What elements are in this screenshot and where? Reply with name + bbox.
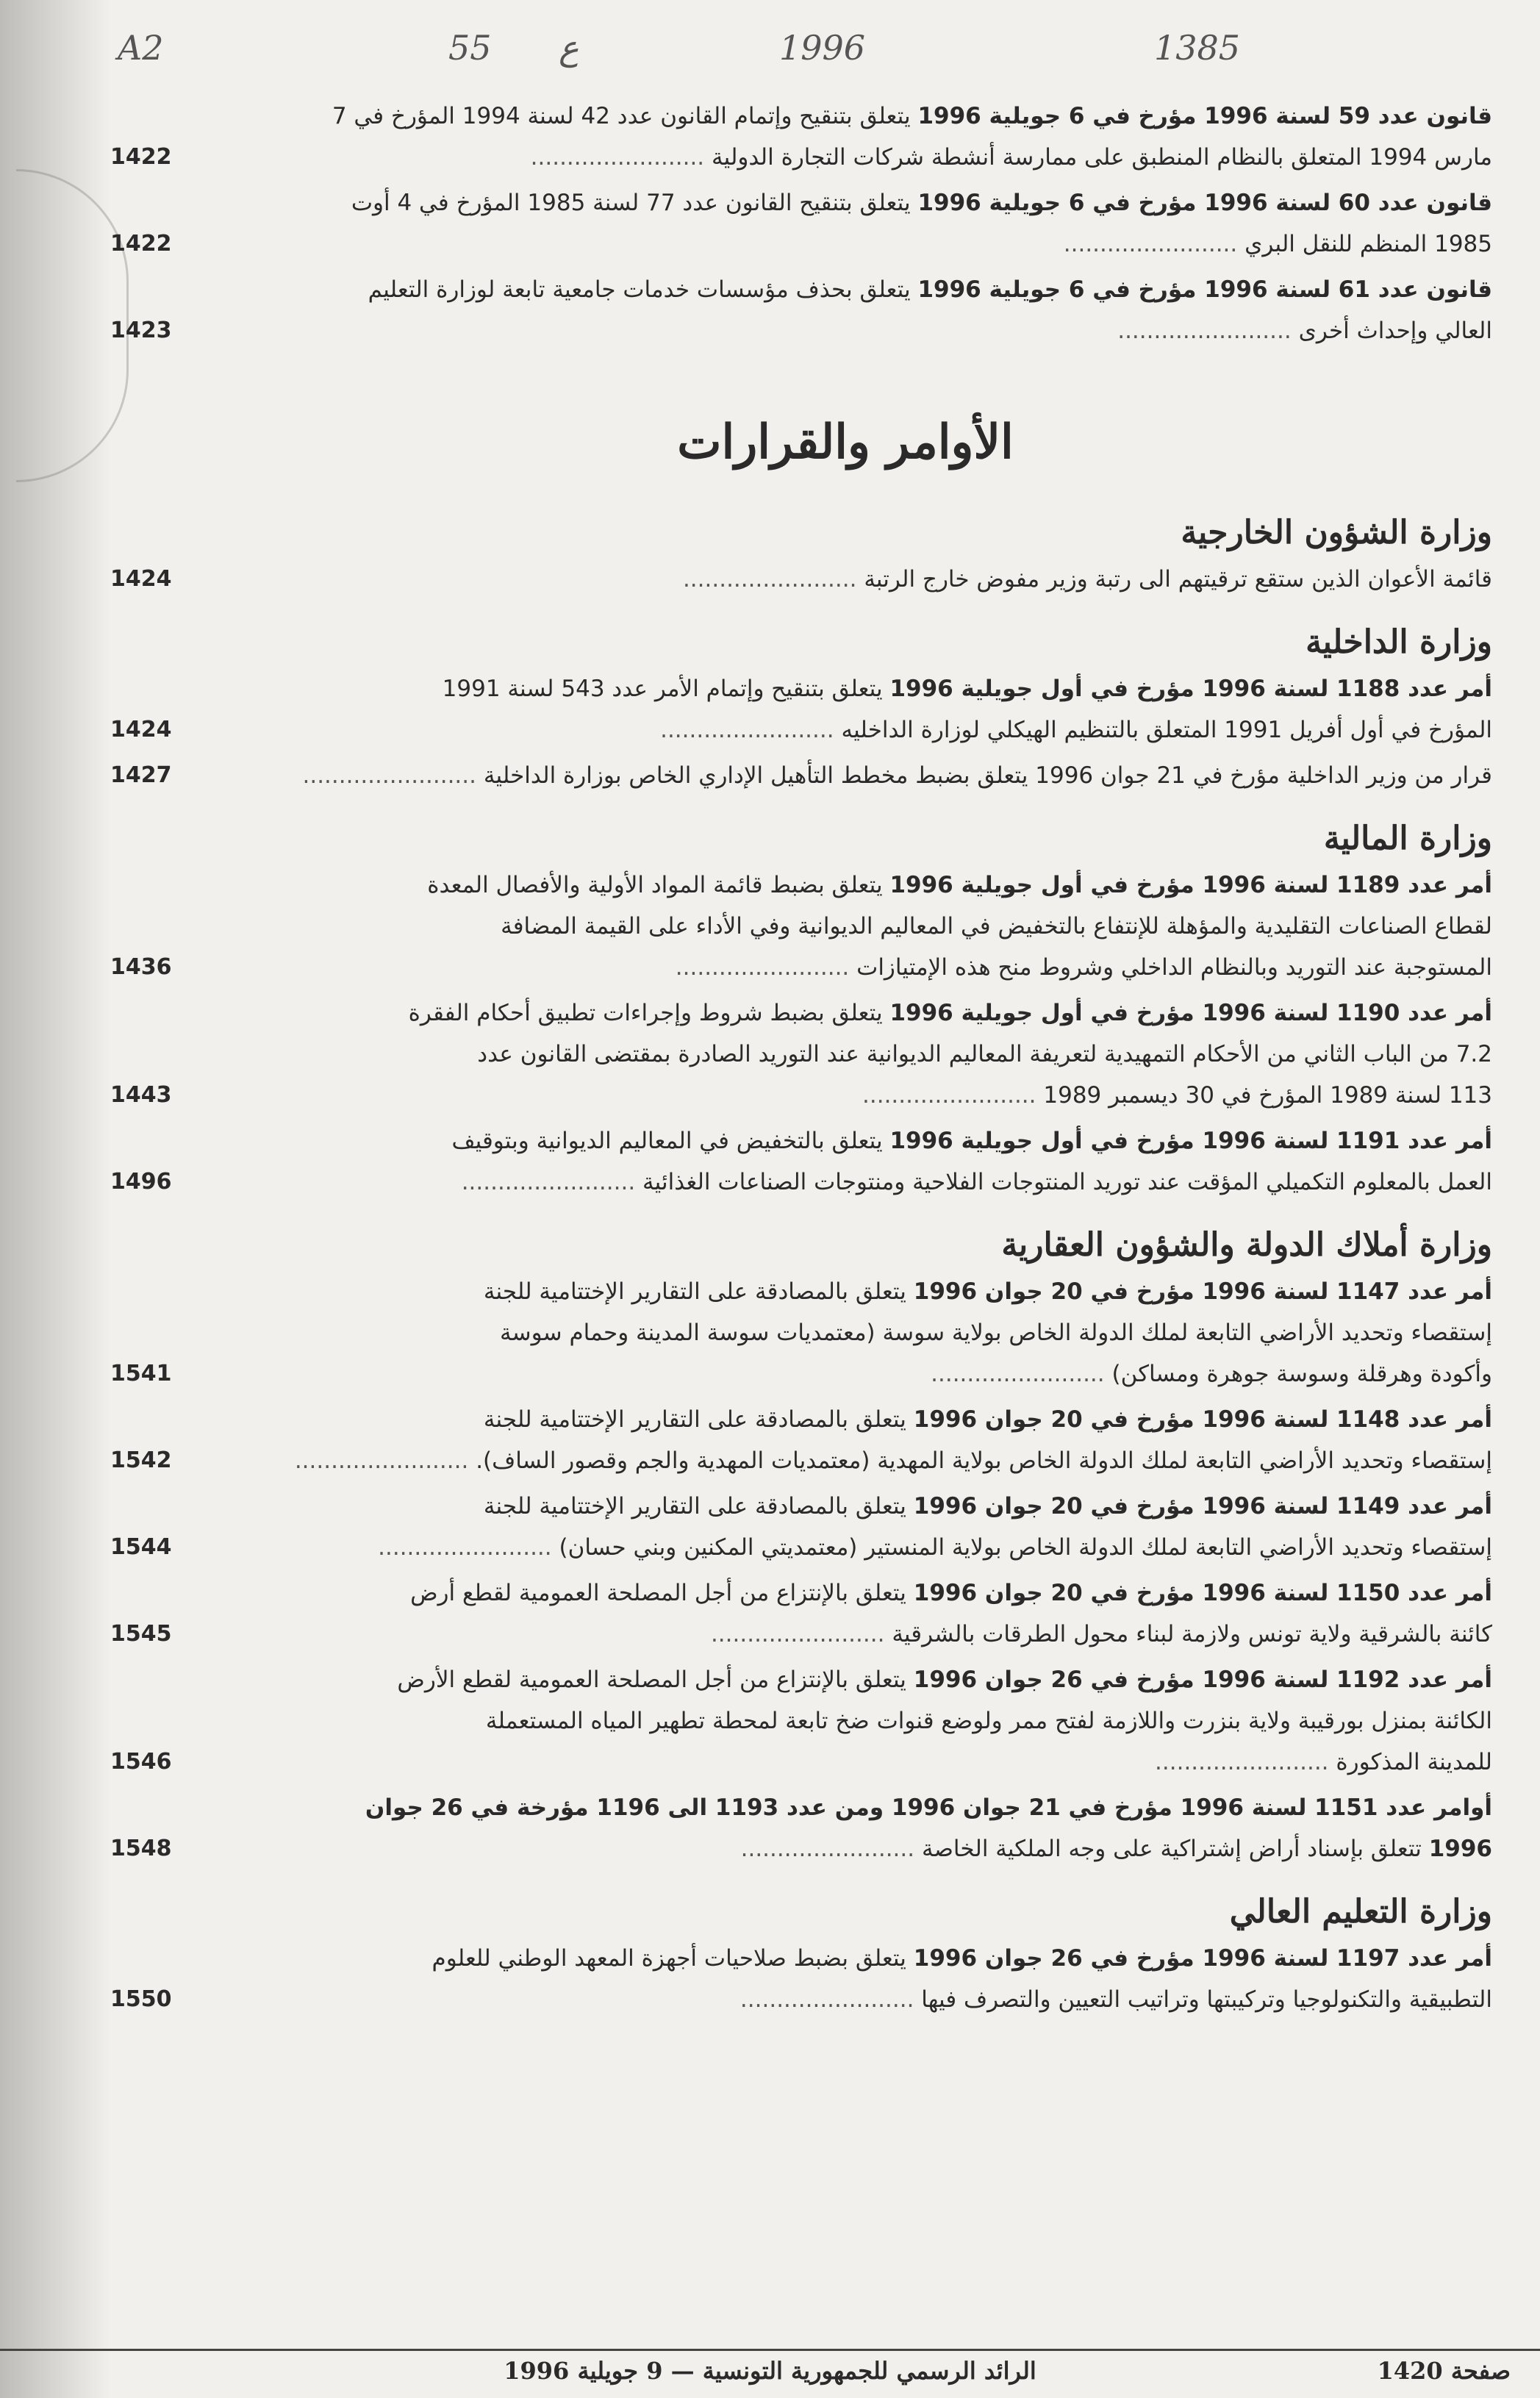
- leader-dots: ........................: [530, 144, 712, 171]
- handwritten-note-2: 55: [448, 28, 492, 68]
- toc-entry-line: أمر عدد 1150 لسنة 1996 مؤرخ في 20 جوان 1996 يتعلق بالإنتزاع من أجل المصلحة العمومية لقطع أرض: [410, 1580, 1492, 1606]
- toc-entry-line: إستقصاء وتحديد الأراضي التابعة لملك الدولة الخاص بولاية المهدية (معتمديات المهدية والجم وقصور الساف). ........................: [294, 1447, 1492, 1474]
- toc-entry-line: أمر عدد 1188 لسنة 1996 مؤرخ في أول جويلية 1996 يتعلق بتنقيح وإتمام الأمر عدد 543 لسنة 1991: [442, 676, 1492, 702]
- toc-entry: [110, 992, 1492, 1116]
- leader-dots: ........................: [1063, 231, 1245, 257]
- toc-page-number: 1422: [110, 231, 172, 257]
- ministry-heading: وزارة التعليم العالي: [1229, 1893, 1492, 1930]
- toc-entry-line: 113 لسنة 1989 المؤرخ في 30 ديسمبر 1989 ........................: [862, 1082, 1492, 1109]
- section-title: الأوامر والقرارات: [677, 415, 1014, 470]
- toc-page-number: 1541: [110, 1361, 172, 1386]
- toc-entry-line: التطبيقية والتكنولوجيا وتركيبتها وتراتيب التعيين والتصرف فيها ........................: [739, 1986, 1492, 2013]
- toc-page-number: 1496: [110, 1169, 172, 1195]
- leader-dots: ........................: [862, 1082, 1044, 1109]
- leader-dots: ........................: [682, 566, 864, 593]
- toc-entry-line: المستوجبة عند التوريد وبالنظام الداخلي وشروط منح هذه الإمتيازات ........................: [675, 954, 1492, 981]
- leader-dots: ........................: [461, 1169, 643, 1195]
- toc-entry-line: 7.2 من الباب الثاني من الأحكام التمهيدية لتعريفة المعاليم الديوانية عند التوريد الصادرة بمقتضى القانون عدد: [477, 1041, 1492, 1067]
- toc-entry: [110, 1271, 1492, 1395]
- toc-entry-line: قانون عدد 60 لسنة 1996 مؤرخ في 6 جويلية 1996 يتعلق بتنقيح القانون عدد 77 لسنة 1985 المؤرخ في 4 أوت: [351, 190, 1492, 216]
- leader-dots: ........................: [302, 762, 484, 789]
- toc-page-number: 1550: [110, 1986, 172, 2012]
- toc-entry-line: أمر عدد 1192 لسنة 1996 مؤرخ في 26 جوان 1996 يتعلق بالإنتزاع من أجل المصلحة العمومية لقطع الأرض: [397, 1667, 1492, 1693]
- toc-entry-line: إستقصاء وتحديد الأراضي التابعة لملك الدولة الخاص بولاية سوسة (معتمديات سوسة المدينة وحمام سوسة: [500, 1320, 1492, 1346]
- toc-page-number: 1423: [110, 318, 172, 343]
- ministry-heading: وزارة أملاك الدولة والشؤون العقارية: [1001, 1226, 1492, 1264]
- toc-entry: [110, 668, 1492, 751]
- toc-entry-line: قانون عدد 59 لسنة 1996 مؤرخ في 6 جويلية 1996 يتعلق بتنقيح وإتمام القانون عدد 42 لسنة 1994 المؤرخ في 7: [332, 103, 1492, 129]
- toc-entry: [110, 1938, 1492, 2020]
- footer-page-number: صفحة 1420: [1377, 2357, 1511, 2385]
- toc-entry-line: أمر عدد 1189 لسنة 1996 مؤرخ في أول جويلية 1996 يتعلق بضبط قائمة المواد الأولية والأفصال المعدة: [427, 872, 1492, 898]
- toc-entry-line: العمل بالمعلوم التكميلي المؤقت عند توريد المنتوجات الفلاحية ومنتوجات الصناعات الغذائية ........................: [461, 1169, 1492, 1195]
- toc-entry: [110, 1399, 1492, 1481]
- toc-entry-line: أوامر عدد 1151 لسنة 1996 مؤرخ في 21 جوان 1996 ومن عدد 1193 الى 1196 مؤرخة في 26 جوان: [365, 1794, 1492, 1821]
- toc-entry-line: قائمة الأعوان الذين ستقع ترقيتهم الى رتبة وزير مفوض خارج الرتبة ........................: [682, 566, 1492, 593]
- leader-dots: ........................: [378, 1534, 559, 1561]
- toc-entry-line: إستقصاء وتحديد الأراضي التابعة لملك الدولة الخاص بولاية المنستير (معتمديتي المكنين وبني حسان) ........................: [378, 1534, 1492, 1561]
- toc-entry-line: أمر عدد 1148 لسنة 1996 مؤرخ في 20 جوان 1996 يتعلق بالمصادقة على التقارير الإختتامية للجنة: [483, 1406, 1492, 1433]
- toc-page-number: 1544: [110, 1534, 172, 1560]
- toc-entry: [110, 755, 1492, 796]
- handwritten-note-3: ع: [559, 28, 579, 68]
- toc-page-number: 1443: [110, 1082, 172, 1108]
- leader-dots: ........................: [739, 1986, 922, 2013]
- leader-dots: ........................: [1117, 318, 1299, 344]
- toc-entry: [110, 559, 1492, 600]
- leader-dots: ........................: [710, 1621, 892, 1647]
- toc-entry-line: أمر عدد 1149 لسنة 1996 مؤرخ في 20 جوان 1996 يتعلق بالمصادقة على التقارير الإختتامية للجنة: [483, 1493, 1492, 1520]
- leader-dots: ........................: [1155, 1749, 1336, 1775]
- toc-entry: [110, 1787, 1492, 1869]
- toc-entry-line: 1985 المنظم للنقل البري ........................: [1063, 231, 1492, 257]
- toc-entry: [110, 1572, 1492, 1655]
- page-footer: [0, 2349, 1540, 2395]
- ministry-heading: وزارة الشؤون الخارجية: [1181, 514, 1492, 551]
- toc-entry-line: مارس 1994 المتعلق بالنظام المنطبق على ممارسة أنشطة شركات التجارة الدولية ........................: [530, 144, 1492, 171]
- leader-dots: ........................: [294, 1447, 476, 1474]
- ministry-heading: وزارة الداخلية: [1306, 623, 1492, 661]
- toc-page-number: 1424: [110, 566, 172, 592]
- toc-page-number: 1546: [110, 1749, 172, 1775]
- toc-entry-line: الكائنة بمنزل بورقيبة ولاية بنزرت واللازمة لفتح ممر ولوضع قنوات ضخ تابعة لمحطة تطهير المياه المستعملة: [485, 1708, 1492, 1734]
- toc-entry: [110, 1120, 1492, 1203]
- toc-page-number: 1427: [110, 762, 172, 788]
- toc-entry-line: أمر عدد 1191 لسنة 1996 مؤرخ في أول جويلية 1996 يتعلق بالتخفيض في المعاليم الديوانية وبتوقيف: [451, 1128, 1492, 1154]
- table-of-contents: [110, 96, 1492, 2025]
- toc-entry: [110, 96, 1492, 178]
- toc-page-number: 1545: [110, 1621, 172, 1647]
- toc-entry-line: للمدينة المذكورة ........................: [1155, 1749, 1492, 1775]
- handwritten-note-5: 1385: [1154, 28, 1241, 68]
- leader-dots: ........................: [675, 954, 857, 981]
- toc-page-number: 1424: [110, 717, 172, 742]
- toc-entry-line: وأكودة وهرقلة وسوسة جوهرة ومساكن) ........................: [931, 1361, 1492, 1387]
- handwritten-note-1: A2: [118, 28, 164, 68]
- toc-entry-line: قرار من وزير الداخلية مؤرخ في 21 جوان 1996 يتعلق بضبط مخطط التأهيل الإداري الخاص بوزارة الداخلية ........................: [302, 762, 1492, 789]
- toc-entry-line: لقطاع الصناعات التقليدية والمؤهلة للإنتفاع بالتخفيض في المعاليم الديوانية وفي الأداء على القيمة المضافة: [501, 913, 1492, 939]
- toc-page-number: 1422: [110, 144, 172, 170]
- toc-entry-line: أمر عدد 1147 لسنة 1996 مؤرخ في 20 جوان 1996 يتعلق بالمصادقة على التقارير الإختتامية للجنة: [483, 1278, 1492, 1305]
- toc-entry-line: أمر عدد 1190 لسنة 1996 مؤرخ في أول جويلية 1996 يتعلق بضبط شروط وإجراءات تطبيق أحكام الفقرة: [408, 1000, 1492, 1026]
- handwritten-note-4: 1996: [779, 28, 866, 68]
- toc-entry: [110, 269, 1492, 351]
- toc-entry: [110, 865, 1492, 988]
- toc-page-number: 1436: [110, 954, 172, 980]
- leader-dots: ........................: [931, 1361, 1112, 1387]
- toc-entry-line: كائنة بالشرقية ولاية تونس ولازمة لبناء محول الطرقات بالشرقية ........................: [710, 1621, 1492, 1647]
- toc-entry: [110, 1659, 1492, 1783]
- toc-entry-line: أمر عدد 1197 لسنة 1996 مؤرخ في 26 جوان 1996 يتعلق بضبط صلاحيات أجهزة المعهد الوطني للعلوم: [431, 1945, 1492, 1972]
- ministry-heading: وزارة المالية: [1323, 820, 1492, 857]
- toc-entry-line: العالي وإحداث أخرى ........................: [1117, 318, 1492, 344]
- toc-page-number: 1548: [110, 1836, 172, 1861]
- leader-dots: ........................: [660, 717, 842, 743]
- footer-gazette-title: الرائد الرسمي للجمهورية التونسية — 9 جويلية 1996: [504, 2357, 1036, 2385]
- toc-entry: [110, 182, 1492, 265]
- toc-entry: [110, 1486, 1492, 1568]
- toc-entry-line: قانون عدد 61 لسنة 1996 مؤرخ في 6 جويلية 1996 يتعلق بحذف مؤسسات خدمات جامعية تابعة لوزارة التعليم: [368, 276, 1492, 303]
- toc-entry-line: المؤرخ في أول أفريل 1991 المتعلق بالتنظيم الهيكلي لوزارة الداخليه ........................: [660, 717, 1492, 743]
- leader-dots: ........................: [740, 1836, 922, 1862]
- toc-entry-line: 1996 تتعلق بإسناد أراض إشتراكية على وجه الملكية الخاصة ........................: [740, 1836, 1492, 1862]
- toc-page-number: 1542: [110, 1447, 172, 1473]
